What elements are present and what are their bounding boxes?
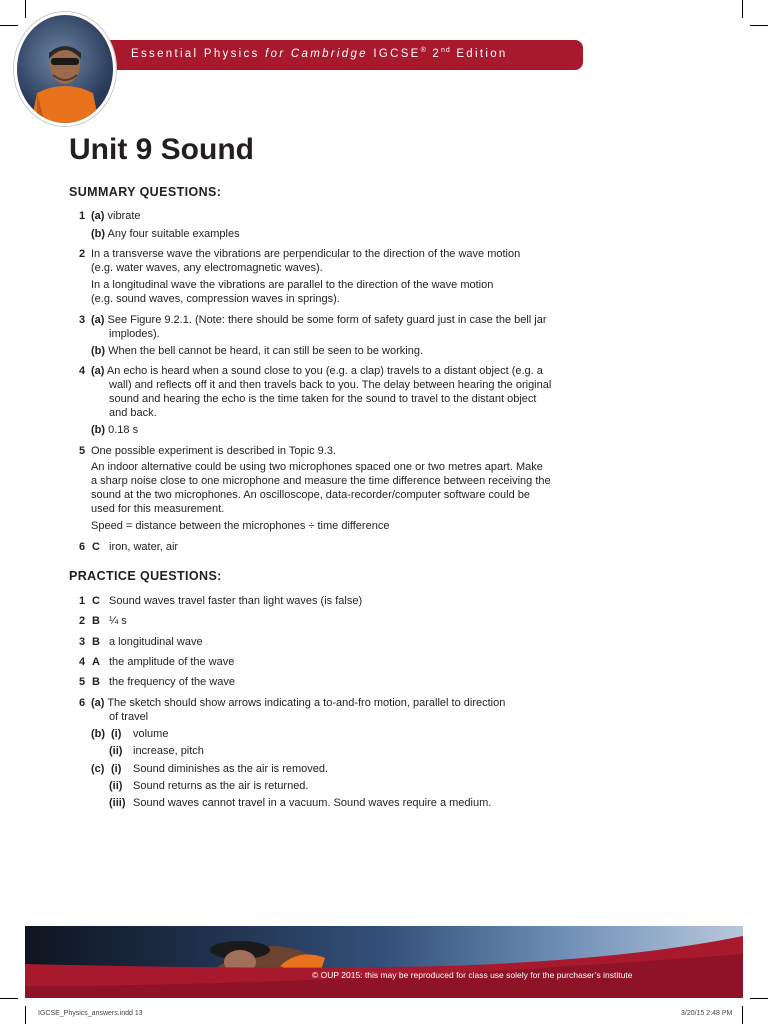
question-number: 2 xyxy=(79,248,86,260)
answer-line: the amplitude of the wave xyxy=(109,656,235,668)
answer-line: volume xyxy=(133,728,169,740)
question-number: 4 xyxy=(79,656,86,668)
answer-line: (b) When the bell cannot be heard, it can still be seen to be working. xyxy=(91,345,424,357)
answer-line: sound and hearing the echo is the time taken for the sound to travel to the distant object xyxy=(109,393,537,405)
answer-letter: A xyxy=(92,656,100,668)
answer-line: Sound returns as the air is returned. xyxy=(133,780,309,792)
answer-line: a sharp noise close to one microphone and measure the time difference between receiving the xyxy=(91,475,551,487)
answer-line: An indoor alternative could be using two microphones spaced one or two metres apart. Make xyxy=(91,461,543,473)
file-slug: IGCSE_Physics_answers.indd 13 xyxy=(38,1010,143,1017)
answer-line: (a) vibrate xyxy=(91,210,141,222)
answer-line: used for this measurement. xyxy=(91,503,225,515)
series-title: Essential Physics for Cambridge IGCSE® 2nd Edition xyxy=(131,47,508,60)
answer-line: implodes). xyxy=(109,328,160,340)
crop-mark xyxy=(742,0,743,18)
answer-line: of travel xyxy=(109,711,149,723)
sub-part-label: (iii) xyxy=(109,797,126,809)
answer-line: One possible experiment is described in Topic 9.3. xyxy=(91,445,336,457)
crop-mark xyxy=(25,0,26,18)
question-number: 4 xyxy=(79,365,86,377)
answer-line: ¼ s xyxy=(109,615,127,627)
sub-part-label: (i) xyxy=(111,763,122,775)
crop-mark xyxy=(750,998,768,999)
question-number: 3 xyxy=(79,314,86,326)
answer-letter: C xyxy=(92,541,100,553)
answer-line: In a transverse wave the vibrations are perpendicular to the direction of the wave motion xyxy=(91,248,521,260)
answer-line: and back. xyxy=(109,407,157,419)
sub-part-label: (i) xyxy=(111,728,122,740)
question-number: 3 xyxy=(79,636,86,648)
answer-letter: B xyxy=(92,615,100,627)
answer-line: increase, pitch xyxy=(133,745,204,757)
sub-part-label: (ii) xyxy=(109,745,123,757)
answer-line: (a) The sketch should show arrows indicating a to-and-fro motion, parallel to direction xyxy=(91,697,506,709)
crop-mark xyxy=(0,998,18,999)
question-number: 2 xyxy=(79,615,86,627)
sub-part-label: (ii) xyxy=(109,780,123,792)
answer-letter: B xyxy=(92,676,100,688)
answer-line: wall) and reflects off it and then travels back to you. The delay between hearing the original xyxy=(109,379,552,391)
answer-line: the frequency of the wave xyxy=(109,676,235,688)
question-number: 5 xyxy=(79,676,86,688)
answer-line: a longitudinal wave xyxy=(109,636,203,648)
answer-line: Sound waves cannot travel in a vacuum. Sound waves require a medium. xyxy=(133,797,492,809)
answer-line: (b) Any four suitable examples xyxy=(91,228,240,240)
cover-avatar-image xyxy=(14,12,116,126)
crop-mark xyxy=(0,25,18,26)
question-number: 6 xyxy=(79,697,86,709)
answer-line: Sound diminishes as the air is removed. xyxy=(133,763,329,775)
answer-line: (a) An echo is heard when a sound close to you (e.g. a clap) travels to a distant object (e.g. a xyxy=(91,365,543,377)
footer-band-image xyxy=(25,926,743,998)
answer-line: (a) See Figure 9.2.1. (Note: there should be some form of safety guard just in case the bell jar xyxy=(91,314,547,326)
unit-title: Unit 9 Sound xyxy=(69,133,254,166)
answer-line: (e.g. water waves, any electromagnetic waves). xyxy=(91,262,323,274)
answer-line: (b) 0.18 s xyxy=(91,424,139,436)
answer-line: (e.g. sound waves, compression waves in springs). xyxy=(91,293,340,305)
answer-line: In a longitudinal wave the vibrations are parallel to the direction of the wave motion xyxy=(91,279,494,291)
summary-heading: SUMMARY QUESTIONS: xyxy=(69,185,222,199)
copyright-notice: © OUP 2015: this may be reproduced for class use solely for the purchaser’s institute xyxy=(312,970,633,980)
answer-line: Speed = distance between the microphones ÷ time difference xyxy=(91,520,390,532)
answer-line: iron, water, air xyxy=(109,541,179,553)
answer-line: sound at the two microphones. An oscilloscope, data-recorder/computer software could be xyxy=(91,489,531,501)
question-number: 6 xyxy=(79,541,86,553)
answer-letter: B xyxy=(92,636,100,648)
question-number: 5 xyxy=(79,445,86,457)
crop-mark xyxy=(25,1006,26,1024)
answer-letter: C xyxy=(92,595,100,607)
practice-heading: PRACTICE QUESTIONS: xyxy=(69,569,222,583)
part-label: (b) xyxy=(91,728,106,740)
print-date: 3/20/15 2:48 PM xyxy=(681,1010,733,1017)
crop-mark xyxy=(750,25,768,26)
crop-mark xyxy=(742,1006,743,1024)
question-number: 1 xyxy=(79,210,86,222)
question-number: 1 xyxy=(79,595,86,607)
answer-line: Sound waves travel faster than light waves (is false) xyxy=(109,595,363,607)
part-label: (c) xyxy=(91,763,105,775)
